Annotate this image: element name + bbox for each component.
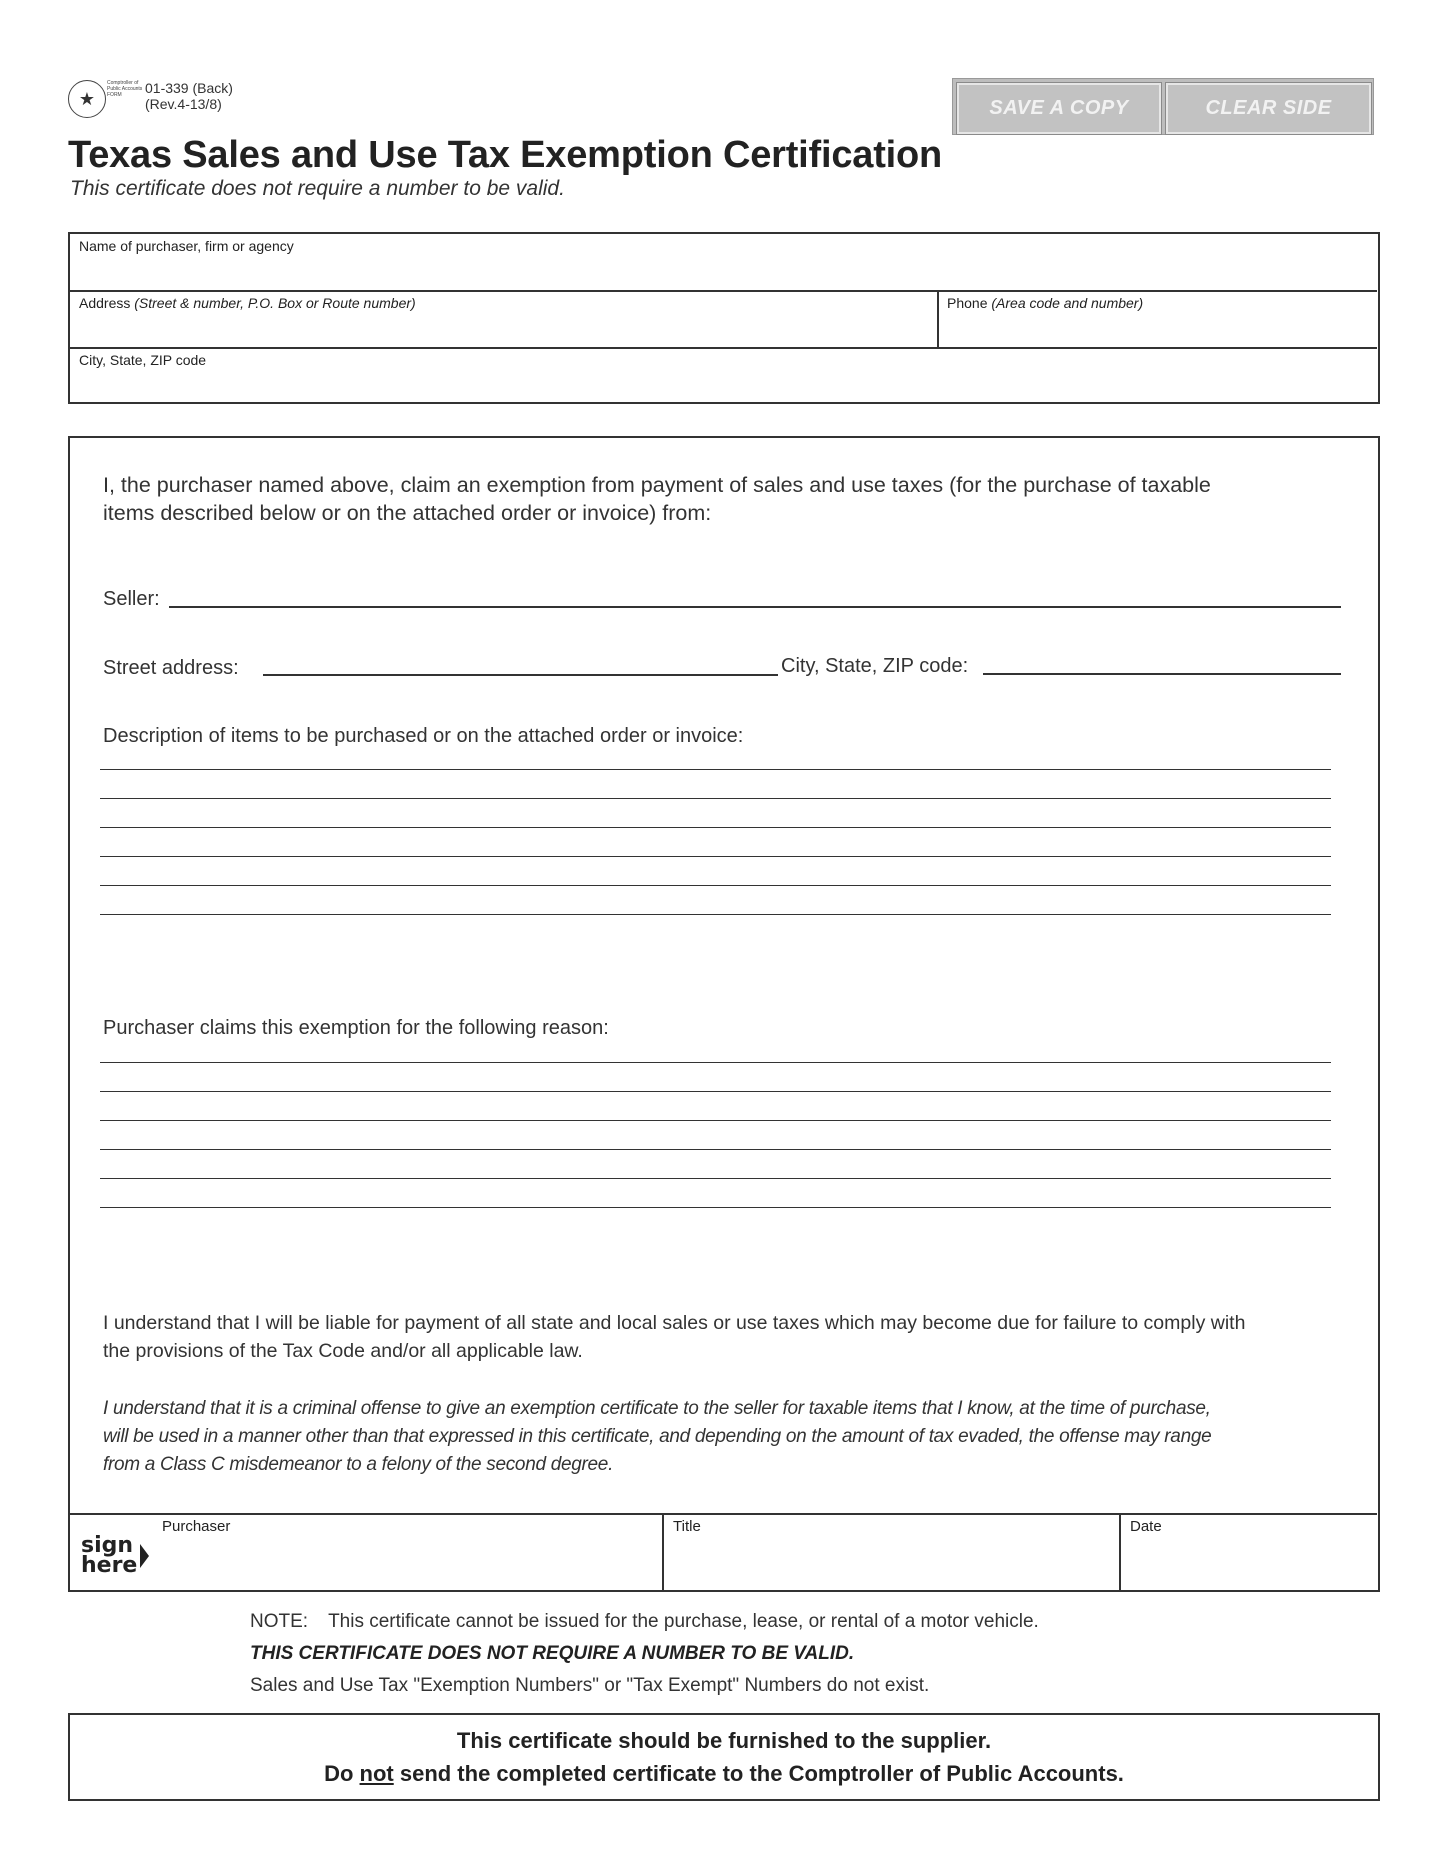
offense-line: I understand that it is a criminal offense to give an exemption certificate to the seller for taxable items that I know, at the time of purchase,: [103, 1398, 1211, 1419]
description-label: Description of items to be purchased or on the attached order or invoice:: [103, 725, 744, 747]
description-line: [100, 798, 1331, 799]
title-field[interactable]: [666, 1538, 1112, 1586]
description-line: [100, 885, 1331, 886]
offense-line: from a Class C misdemeanor to a felony of the second degree.: [103, 1454, 614, 1475]
description-field[interactable]: [100, 768, 1331, 928]
star-seal-icon: ★: [68, 80, 106, 118]
description-line: [100, 769, 1331, 770]
intro-paragraph: [103, 471, 1211, 527]
note-text: This certificate cannot be issued for the purchase, lease, or rental of a motor vehicle.: [328, 1611, 1039, 1632]
phone-hint: (Area code and number): [991, 295, 1144, 311]
divider: [70, 290, 1377, 292]
purchaser-city-field[interactable]: [70, 372, 1377, 400]
title-label: Title: [673, 1518, 701, 1535]
note-motor-vehicle: [250, 1611, 1039, 1633]
seller-city-field[interactable]: [983, 673, 1341, 675]
reason-line: [100, 1120, 1331, 1121]
seller-city-label: City, State, ZIP code:: [781, 655, 969, 677]
divider: [937, 290, 939, 348]
offense-paragraph: [103, 1395, 1211, 1479]
do-not-suffix: send the completed certificate to the Comptroller of Public Accounts.: [393, 1761, 1124, 1786]
here-word: here: [81, 1553, 138, 1578]
address-label: [79, 295, 416, 311]
intro-line: items described below or on the attached order or invoice) from:: [103, 501, 712, 525]
divider: [662, 1513, 664, 1590]
address-hint: (Street & number, P.O. Box or Route number): [134, 295, 416, 311]
form-revision: (Rev.4-13/8): [145, 96, 222, 112]
phone-field[interactable]: [940, 315, 1377, 345]
clear-side-button[interactable]: CLEAR SIDE: [1166, 83, 1371, 134]
address-field[interactable]: [70, 315, 935, 345]
reason-field[interactable]: [100, 1060, 1331, 1220]
reason-line: [100, 1062, 1331, 1063]
intro-line: I, the purchaser named above, claim an exemption from payment of sales and use taxes (for the purchase of taxable: [103, 473, 1211, 497]
note-exemption-numbers: Sales and Use Tax "Exemption Numbers" or "Tax Exempt" Numbers do not exist.: [250, 1675, 930, 1696]
sign-here-marker: [81, 1533, 138, 1578]
seller-field[interactable]: [169, 606, 1341, 608]
date-label: Date: [1130, 1518, 1162, 1535]
street-address-label: Street address:: [103, 657, 239, 679]
purchaser-info-box: [68, 232, 1380, 404]
save-a-copy-button[interactable]: SAVE A COPY: [957, 83, 1161, 134]
liability-line: I understand that I will be liable for payment of all state and local sales or use taxes which may become due for failure to comply with: [103, 1312, 1246, 1334]
phone-label-text: Phone: [947, 295, 988, 311]
note-prefix: NOTE:: [250, 1611, 309, 1632]
page-subtitle: This certificate does not require a number to be valid.: [70, 177, 565, 200]
form-number: 01-339 (Back): [145, 80, 233, 96]
description-line: [100, 914, 1331, 915]
not-underlined: not: [359, 1761, 394, 1786]
form-number-block: [145, 80, 233, 112]
supplier-instructions-box: [68, 1713, 1380, 1801]
reason-line: [100, 1149, 1331, 1150]
seller-label: Seller:: [103, 588, 160, 610]
street-address-field[interactable]: [263, 674, 778, 676]
phone-label: [947, 295, 1143, 311]
divider: [70, 347, 1377, 349]
offense-line: will be used in a manner other than that expressed in this certificate, and depending on the amount of tax evaded, the offense may range: [103, 1426, 1212, 1447]
description-line: [100, 856, 1331, 857]
liability-line: the provisions of the Tax Code and/or all applicable law.: [103, 1340, 583, 1362]
furnish-to-supplier-line: This certificate should be furnished to the supplier.: [456, 1728, 992, 1753]
address-label-text: Address: [79, 295, 131, 311]
arrow-right-icon: [140, 1544, 149, 1568]
divider: [70, 1513, 1377, 1515]
form-button-bar: [952, 78, 1374, 135]
purchaser-city-label: City, State, ZIP code: [79, 352, 207, 368]
reason-label: Purchaser claims this exemption for the following reason:: [103, 1017, 609, 1039]
reason-line: [100, 1178, 1331, 1179]
note-number-not-required: THIS CERTIFICATE DOES NOT REQUIRE A NUMBER TO BE VALID.: [250, 1643, 855, 1664]
sign-word: sign: [81, 1533, 134, 1558]
reason-line: [100, 1091, 1331, 1092]
reason-line: [100, 1207, 1331, 1208]
divider: [1119, 1513, 1121, 1590]
seal-text: Comptroller of Public Accounts FORM: [107, 80, 143, 98]
description-line: [100, 827, 1331, 828]
purchaser-name-label: Name of purchaser, firm or agency: [79, 238, 294, 254]
date-field[interactable]: [1123, 1538, 1373, 1586]
certification-box: [68, 436, 1380, 1592]
page-title: Texas Sales and Use Tax Exemption Certification: [68, 134, 943, 176]
liability-paragraph: [103, 1309, 1245, 1365]
do-not-prefix: Do: [324, 1761, 360, 1786]
purchaser-signature-field[interactable]: [160, 1538, 660, 1586]
purchaser-name-field[interactable]: [70, 258, 1377, 288]
do-not-send-line: [324, 1757, 1124, 1790]
purchaser-signature-label: Purchaser: [162, 1518, 231, 1535]
